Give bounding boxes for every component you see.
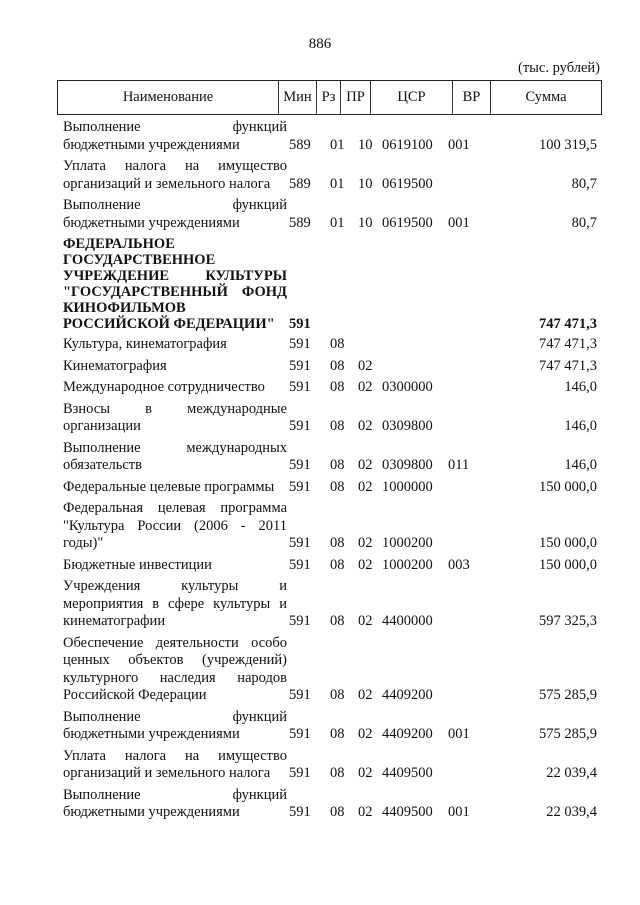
row-csr: 1000000	[382, 478, 433, 495]
table-header	[57, 80, 602, 115]
row-name	[63, 236, 287, 332]
table-row	[63, 336, 597, 354]
table-body	[63, 119, 597, 826]
row-rz: 08	[330, 556, 345, 573]
row-min: 591	[289, 457, 311, 473]
row-min: 591	[289, 687, 311, 703]
row-name-line: УЧРЕЖДЕНИЕ КУЛЬТУРЫ	[63, 268, 287, 284]
row-rz: 01	[330, 136, 345, 153]
row-name	[63, 119, 287, 154]
row-sum: 80,7	[571, 214, 597, 231]
row-rz: 08	[330, 478, 345, 495]
row-sum: 747 471,3	[539, 357, 597, 374]
row-name-line: Выполнение функций	[63, 119, 287, 135]
row-min: 591	[289, 765, 311, 781]
row-csr: 4409200	[382, 687, 433, 703]
table-row	[63, 119, 597, 154]
row-name-line: Учреждения культуры и	[63, 578, 287, 594]
row-min: 591	[289, 613, 311, 629]
table-row	[63, 358, 597, 376]
row-sum: 146,0	[564, 457, 597, 473]
header-min: Мин	[279, 81, 317, 114]
row-name-line: РОССИЙСКОЙ ФЕДЕРАЦИИ"	[63, 316, 275, 332]
row-vr: 001	[448, 804, 470, 820]
page-number: 886	[308, 36, 332, 52]
table-row	[63, 787, 597, 822]
row-name-line: Выполнение международных	[63, 439, 287, 456]
row-pr: 02	[358, 357, 373, 374]
header-sum: Сумма	[525, 89, 567, 105]
row-csr: 1000200	[382, 535, 433, 551]
row-pr: 02	[358, 726, 373, 742]
table-row	[63, 578, 597, 631]
row-name	[63, 401, 287, 436]
table-row	[63, 401, 597, 436]
row-min: 589	[289, 136, 311, 153]
row-pr: 10	[358, 136, 373, 153]
row-rz: 08	[330, 613, 345, 629]
row-name	[63, 158, 287, 193]
row-pr: 02	[358, 613, 373, 629]
row-csr: 4409200	[382, 726, 433, 742]
row-name-line: КИНОФИЛЬМОВ	[63, 300, 186, 316]
row-name-line: Обеспечение деятельности особо	[63, 634, 287, 651]
row-name-line: Кинематография	[63, 357, 167, 374]
row-name	[63, 197, 287, 232]
row-sum: 150 000,0	[539, 478, 597, 495]
header-csr: ЦСР	[371, 81, 453, 114]
row-min: 591	[289, 357, 311, 374]
row-rz: 08	[330, 336, 345, 352]
row-name-line: годы)"	[63, 535, 104, 551]
row-name	[63, 635, 287, 705]
row-pr: 02	[358, 765, 373, 781]
row-name-line: культурного наследия народов	[63, 669, 287, 686]
row-csr: 0619500	[382, 214, 433, 231]
row-name-line: Выполнение функций	[63, 197, 287, 213]
table-row	[63, 557, 597, 575]
row-vr: 001	[448, 136, 470, 153]
header-vr: ВР	[453, 81, 491, 114]
row-pr: 02	[358, 804, 373, 820]
row-csr: 0309800	[382, 418, 433, 434]
row-sum: 150 000,0	[539, 535, 597, 551]
header-rz: Рз	[317, 81, 341, 114]
row-name-line: ФЕДЕРАЛЬНОЕ	[63, 236, 175, 252]
row-pr: 02	[358, 457, 373, 473]
row-name	[63, 500, 287, 553]
row-csr: 4400000	[382, 613, 433, 629]
row-name	[63, 578, 287, 631]
row-name-line: Международное сотрудничество	[63, 379, 265, 395]
row-sum: 575 285,9	[539, 687, 597, 703]
row-min: 591	[289, 379, 311, 395]
row-rz: 08	[330, 418, 345, 434]
header-pr: ПР	[341, 81, 371, 114]
row-rz: 08	[330, 357, 345, 374]
row-name	[63, 336, 287, 354]
row-name-line: Бюджетные инвестиции	[63, 556, 212, 573]
row-rz: 01	[330, 214, 345, 231]
table-row	[63, 379, 597, 397]
units-label: (тыс. рублей)	[518, 60, 600, 76]
row-csr: 4409500	[382, 765, 433, 781]
row-vr: 001	[448, 726, 470, 742]
row-name-line: организации	[63, 418, 141, 434]
row-name-line: "ГОСУДАРСТВЕННЫЙ ФОНД	[63, 284, 287, 300]
row-name-line: Федеральные целевые программы	[63, 478, 275, 495]
row-sum: 747 471,3	[539, 336, 597, 352]
row-min: 591	[289, 478, 311, 495]
row-name-line: Выполнение функций	[63, 786, 287, 803]
row-sum: 146,0	[564, 379, 597, 395]
row-name	[63, 748, 287, 783]
row-sum: 146,0	[564, 418, 597, 434]
row-csr: 0619500	[382, 175, 433, 192]
row-rz: 01	[330, 175, 345, 192]
table-row	[63, 635, 597, 705]
row-min: 591	[289, 535, 311, 551]
row-name-line: Российской Федерации	[63, 687, 207, 703]
row-name-line: организаций и земельного налога	[63, 175, 271, 192]
row-name-line: "Культура России (2006 - 2011	[63, 517, 287, 534]
row-min: 591	[289, 336, 311, 352]
table-row	[63, 479, 597, 497]
row-name-line: Взносы в международные	[63, 400, 287, 417]
row-csr: 4409500	[382, 804, 433, 820]
table-row	[63, 197, 597, 232]
row-sum: 22 039,4	[546, 804, 597, 820]
row-name-line: Выполнение функций	[63, 708, 287, 725]
row-name	[63, 379, 287, 397]
row-min: 591	[289, 556, 311, 573]
row-name-line: мероприятия в сфере культуры и	[63, 595, 287, 612]
row-sum: 150 000,0	[539, 556, 597, 573]
row-rz: 08	[330, 804, 345, 820]
row-name-line: Культура, кинематография	[63, 336, 227, 352]
row-pr: 02	[358, 687, 373, 703]
row-pr: 02	[358, 478, 373, 495]
row-csr: 1000200	[382, 556, 433, 573]
row-pr: 02	[358, 379, 373, 395]
row-sum: 100 319,5	[539, 136, 597, 153]
row-vr: 003	[448, 556, 470, 573]
row-sum: 22 039,4	[546, 765, 597, 781]
row-csr: 0619100	[382, 136, 433, 153]
row-name	[63, 479, 287, 497]
table-row	[63, 500, 597, 553]
table-row	[63, 158, 597, 193]
row-name-line: кинематографии	[63, 613, 166, 629]
row-name-line: Уплата налога на имущество	[63, 747, 287, 764]
row-name-line: ГОСУДАРСТВЕННОЕ	[63, 252, 216, 268]
row-name	[63, 358, 287, 376]
row-csr: 0309800	[382, 457, 433, 473]
row-name-line: обязательств	[63, 457, 142, 473]
row-name-line: ценных объектов (учреждений)	[63, 652, 287, 668]
row-min: 591	[289, 418, 311, 434]
row-vr: 001	[448, 214, 470, 231]
row-name	[63, 557, 287, 575]
row-min: 589	[289, 175, 311, 192]
row-name-line: бюджетными учреждениями	[63, 726, 240, 742]
row-pr: 10	[358, 175, 373, 192]
row-rz: 08	[330, 726, 345, 742]
row-name	[63, 709, 287, 744]
row-rz: 08	[330, 379, 345, 395]
row-csr: 0300000	[382, 379, 433, 395]
row-rz: 08	[330, 535, 345, 551]
row-sum: 747 471,3	[539, 316, 597, 332]
row-name	[63, 787, 287, 822]
row-pr: 02	[358, 556, 373, 573]
row-name	[63, 440, 287, 475]
row-name-line: организаций и земельного налога	[63, 765, 271, 781]
row-name-line: Федеральная целевая программа	[63, 500, 287, 516]
row-rz: 08	[330, 687, 345, 703]
row-name-line: Уплата налога на имущество	[63, 158, 287, 174]
row-pr: 10	[358, 214, 373, 231]
header-name: Наименование	[58, 81, 279, 114]
row-sum: 80,7	[571, 175, 597, 192]
row-name-line: бюджетными учреждениями	[63, 214, 240, 231]
row-vr: 011	[448, 457, 470, 473]
row-pr: 02	[358, 418, 373, 434]
row-min: 589	[289, 214, 311, 231]
row-rz: 08	[330, 457, 345, 473]
table-row	[63, 748, 597, 783]
row-min: 591	[289, 726, 311, 742]
row-sum: 597 325,3	[539, 613, 597, 629]
row-min: 591	[289, 804, 311, 820]
row-pr: 02	[358, 535, 373, 551]
row-rz: 08	[330, 765, 345, 781]
table-row	[63, 440, 597, 475]
table-row	[63, 709, 597, 744]
row-sum: 575 285,9	[539, 726, 597, 742]
row-name-line: бюджетными учреждениями	[63, 804, 240, 820]
table-row	[63, 236, 597, 332]
row-min: 591	[289, 316, 311, 332]
row-name-line: бюджетными учреждениями	[63, 136, 240, 153]
